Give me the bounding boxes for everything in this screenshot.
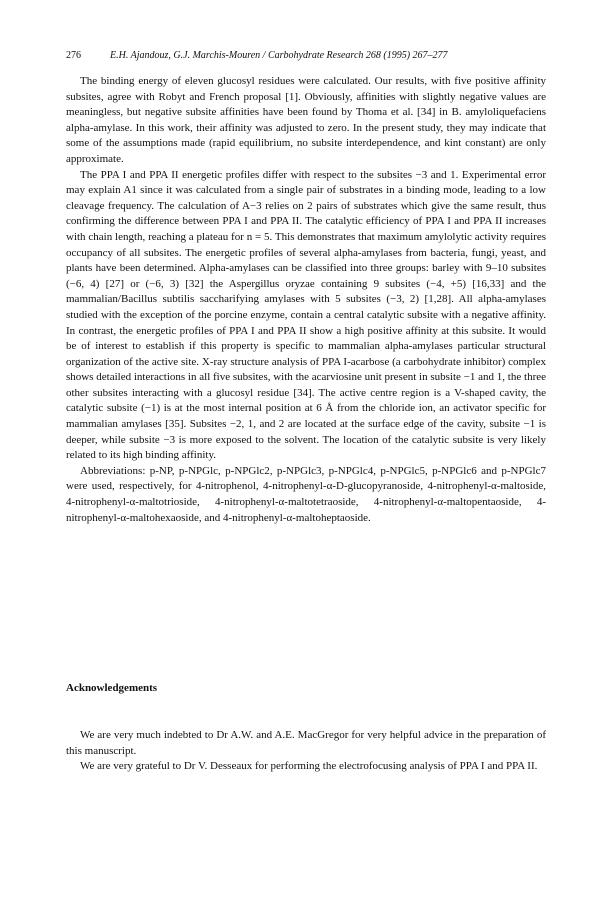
acknowledgements-body [66, 728, 546, 775]
running-header [66, 50, 546, 61]
paragraph: We are very much indebted to Dr A.W. and A.E. MacGregor for very helpful advice in the preparation of this manuscript. [66, 729, 546, 757]
acknowledgements-heading: Acknowledgements [66, 682, 158, 694]
running-head: E.H. Ajandouz, G.J. Marchis-Mouren / Carbohydrate Research 268 (1995) 267–277 [110, 50, 448, 61]
paragraph: The binding energy of eleven glucosyl residues were calculated. Our results, with five positive affinity subsites, agree with Robyt and French proposal [1]. Obviously, affinities with slightly negative values are meaningless, but negative subsite affinities have been found by Thoma et al. [34] in B. amyloliquefaciens alpha-amylase. In this work, their affinity was adjusted to zero. In the present study, they may indicate that some of the assumptions made (rapid equilibrium, no subsite interdependence, and kint constant) are only approximate. [66, 75, 546, 165]
page-number: 276 [66, 50, 81, 61]
paragraph: We are very grateful to Dr V. Desseaux for performing the electrofocusing analysis of PPA I and PPA II. [80, 760, 538, 773]
paragraph: The PPA I and PPA II energetic profiles differ with respect to the subsites −3 and 1. Experimental error may explain A1 since it was calculated from a single pair of substrates in a binding mode, leading to a low cleavage frequency. The calculation of A−3 relies on 2 pairs of substrates which give the same result, thus confirming the difference between PPA I and PPA II. The catalytic efficiency of PPA I and PPA II increases with chain length, reaching a plateau for n = 5. This demonstrates that maximum amylolytic activity requires occupancy of all subsites. The energetic profiles of several alpha-amylases from bacteria, fungi, yeast, and plants have been determined. Alpha-amylases can be classified into three groups: barley with 9–10 subsites (−6, 4) [27] or (−6, 3) [32] the Aspergillus oryzae containing 9 subsites (−4, +5) [16,33] and the mammalian/Bacillus subtilis saccharifying amylases with 5 subsites (−3, 2) [1,28]. All alpha-amylases studied with the exception of the porcine enzyme, contain a central catalytic subsite with a negative affinity. In contrast, the energetic profiles of PPA I and PPA II show a high positive affinity at this subsite. It would be of interest to establish if this property is specific to mammalian alpha-amylases particular structural organization of the active site. X-ray structure analysis of PPA I-acarbose (a carbohydrate inhibitor) complex shows detailed interactions in all five subsites, with the acarviosine unit present in subsite −1 and 1, the three other subsites interacting with a glucosyl residue [34]. The active centre region is a V-shaped cavity, the catalytic subsite (−1) is at the most internal position at 6 Å from the chloride ion, an activator specific for mammalian amylases [35]. Subsites −2, 1, and 2 are located at the surface edge of the cavity, subsite −1 is deeper, while subsite −3 is more exposed to the solvent. The location of the catalytic subsite is very likely related to its high binding affinity. [66, 168, 546, 462]
discussion-body [66, 74, 546, 526]
abbreviations-paragraph: Abbreviations: p-NP, p-NPGlc, p-NPGlc2, p-NPGlc3, p-NPGlc4, p-NPGlc5, p-NPGlc6 and p-NPGlc7 were used, respectively, for 4-nitrophenol, 4-nitrophenyl-α-D-glucopyranoside, 4-nitrophenyl-α-maltoside, 4-nitrophenyl-α-maltotrioside, 4-nitrophenyl-α-maltotetraoside, 4-nitrophenyl-α-maltopentaoside, 4-nitrophenyl-α-maltohexaoside, and 4-nitrophenyl-α-maltoheptaoside. [66, 464, 546, 524]
